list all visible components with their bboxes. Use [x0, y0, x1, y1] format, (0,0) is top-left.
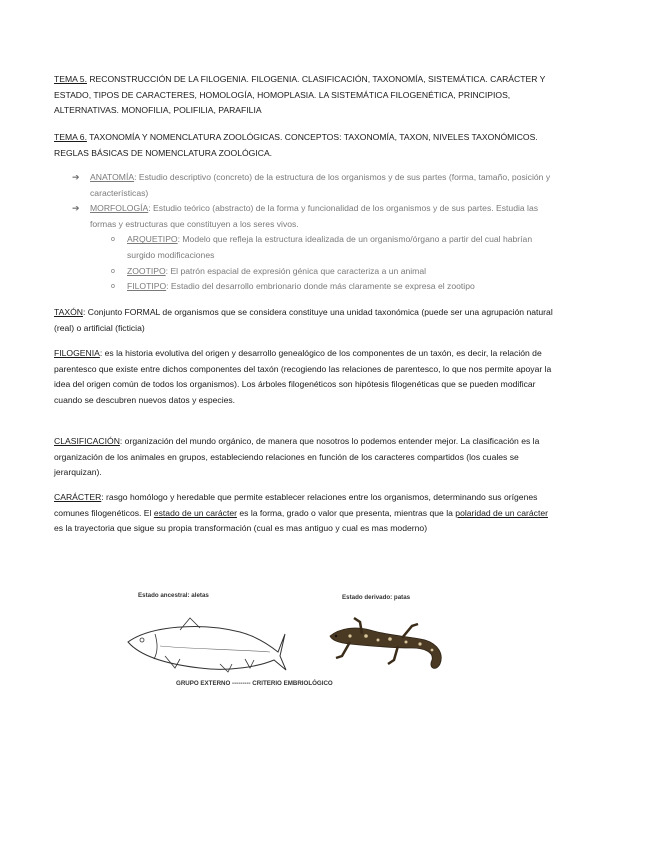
tema5-text: RECONSTRUCCIÓN DE LA FILOGENIA. FILOGENIA. CLASIFICACIÓN, TAXONOMÍA, SISTEMÁTICA. CARÁCTER Y ESTADO, TIPOS DE CARACTERES, HOMOLOGÍA, HOMOPLASIA. LA SISTEMÁTICA FILOGENÉTICA, PRINCIPIOS, ALTERNATIVAS. MONOFILIA, POLIFILIA, PARAFILIA — [54, 74, 546, 116]
term-filogenia: FILOGENIA — [54, 348, 100, 358]
list-item-filotipo — [72, 279, 552, 295]
def-clasificacion: : organización del mundo orgánico, de manera que nosotros lo podemos entender mejor. La clasificación es la organización de los animales en grupos, estableciendo relaciones en función de los caracteres compartidos (los cuales se jerarquizan). — [54, 436, 540, 478]
polaridad-caracter-link: polaridad de un carácter — [455, 507, 548, 518]
term-zootipo: ZOOTIPO — [127, 265, 166, 276]
list-item-morfologia — [72, 201, 552, 232]
def-caracter-part2: es la forma, grado o valor que presenta, mientras que la — [236, 507, 456, 518]
def-filotipo: : Estadio del desarrollo embrionario donde más claramente se expresa el zootipo — [166, 281, 475, 292]
def-arquetipo: : Modelo que refleja la estructura idealizada de un organismo/órgano a partir del cual habrían surgido modificaciones — [127, 234, 533, 260]
term-anatomia: ANATOMÍA — [90, 172, 135, 182]
tema6-heading — [54, 130, 554, 161]
def-filogenia: : es la historia evolutiva del origen y desarrollo genealógico de los componentes de un taxón, es decir, la relación de parentesco que existe entre dichos componentes del taxón (recogiendo las relaciones de parentesco, lo que nos permite apoyar la idea del origen común de todos los organismos). Los árboles filogenéticos son hipótesis filogenéticas que se pueden modificar cuando se descubren nuevos datos y especies. — [54, 348, 552, 405]
circle-bullet-icon: o — [111, 283, 115, 291]
character-state-figure — [120, 584, 465, 694]
list-item-arquetipo — [72, 232, 552, 263]
term-morfologia: MORFOLOGÍA — [90, 203, 149, 214]
circle-bullet-icon: o — [111, 236, 115, 244]
derived-state-label: Estado derivado: patas — [342, 594, 411, 601]
ancestral-state-label: Estado ancestral: aletas — [138, 592, 209, 599]
def-zootipo: : El patrón espacial de expresión génica que caracteriza a un animal — [165, 265, 427, 276]
tema6-label: TEMA 6. — [54, 132, 87, 142]
term-caracter: CARÁCTER — [54, 492, 102, 502]
figure-caption: GRUPO EXTERNO --------- CRITERIO EMBRIOLÓGICO — [176, 680, 333, 687]
taxon-paragraph — [54, 305, 554, 336]
list-item-zootipo — [72, 264, 552, 280]
tema5-heading — [54, 72, 554, 119]
tema6-text: TAXONOMÍA Y NOMENCLATURA ZOOLÓGICAS. CONCEPTOS: TAXONOMÍA, TAXON, NIVELES TAXONÓMICOS. REGLAS BÁSICAS DE NOMENCLATURA ZOOLÓGICA. — [54, 132, 538, 158]
term-filotipo: FILOTIPO — [127, 281, 167, 292]
circle-bullet-icon: o — [111, 267, 115, 275]
tema5-label: TEMA 5. — [54, 74, 87, 84]
def-taxon: : Conjunto FORMAL de organismos que se considera constituye una unidad taxonómica (puede ser una agrupación natural (real) o artificial (ficticia) — [54, 307, 553, 333]
fish-icon — [120, 604, 290, 674]
arrow-icon: ➔ — [72, 203, 80, 214]
term-taxon: TAXÓN — [54, 307, 83, 317]
clasificacion-paragraph — [54, 434, 554, 481]
def-anatomia: : Estudio descriptivo (concreto) de la estructura de los organismos y de sus partes (forma, tamaño, posición y características) — [90, 172, 551, 198]
term-arquetipo: ARQUETIPO — [127, 234, 178, 245]
arrow-icon: ➔ — [72, 172, 80, 182]
salamander-icon — [320, 606, 460, 676]
def-caracter-part3: es la trayectoria que sigue su propia transformación (cual es mas antiguo y cual es mas moderno) — [54, 523, 428, 534]
def-caracter-part1: : rasgo homólogo y heredable que permite establecer relaciones entre los organismos, determinando sus orígenes comunes filogenéticos. El — [54, 492, 538, 518]
def-morfologia: : Estudio teórico (abstracto) de la forma y funcionalidad de los organismos y de sus partes. Estudia las formas y estructuras que constituyen a los seres vivos. — [90, 203, 539, 229]
term-clasificacion: CLASIFICACIÓN — [54, 436, 120, 446]
estado-caracter-link: estado de un carácter — [153, 507, 237, 518]
filogenia-paragraph — [54, 346, 554, 408]
caracter-paragraph — [54, 490, 554, 537]
list-item-anatomia — [72, 170, 552, 201]
definitions-list — [72, 170, 552, 295]
